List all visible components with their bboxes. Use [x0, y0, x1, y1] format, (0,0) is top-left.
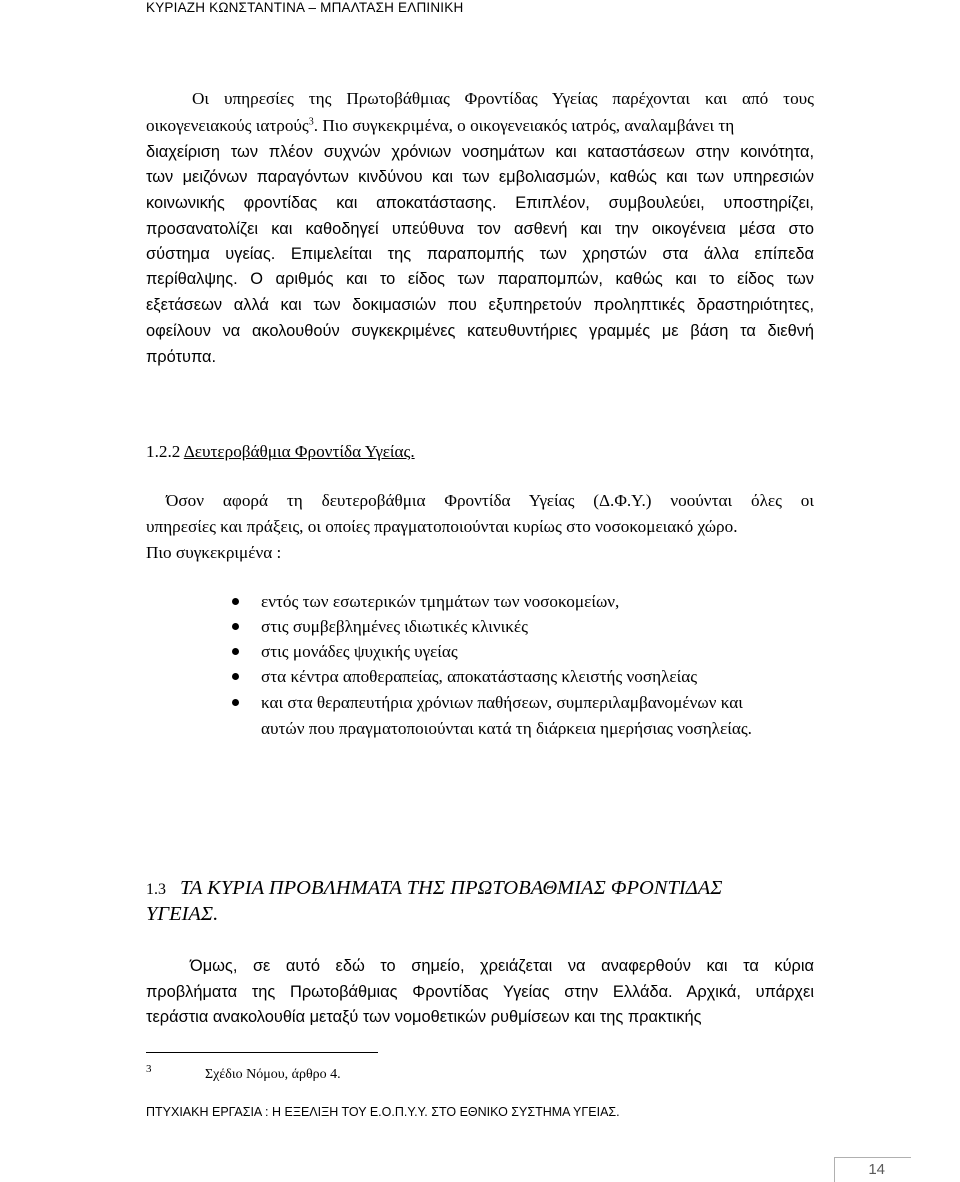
page-number: 14	[868, 1161, 885, 1178]
bullet-dot-icon	[232, 648, 239, 655]
list-item: στις συμβεβλημένες ιδιωτικές κλινικές	[261, 617, 528, 636]
section-number: 1.2.2	[146, 442, 184, 461]
text-span: οικογενειακούς ιατρούς	[146, 116, 309, 135]
bullet-dot-icon	[232, 673, 239, 680]
text-line: περίθαλψης. Ο αριθμός και το είδος των παραπομπών, καθώς και το είδος των	[146, 270, 814, 288]
section-heading-1-2-2	[146, 441, 415, 463]
text-line: υπηρεσίες και πράξεις, οι οποίες πραγματοποιούνται κυρίως στο νοσοκομειακό χώρο.	[146, 517, 738, 536]
text-line: οφείλουν να ακολουθούν συγκεκριμένες κατευθυντήριες γραμμές με βάση τα διεθνή	[146, 322, 814, 340]
section-title: Δευτεροβάθμια Φροντίδα Υγείας.	[183, 442, 415, 461]
list-item: και στα θεραπευτήρια χρόνιων παθήσεων, συμπεριλαμβανομένων και	[261, 693, 743, 712]
footnote-text: Σχέδιο Νόμου, άρθρο 4.	[205, 1067, 341, 1082]
footnote-number: 3	[146, 1063, 152, 1075]
text-line: διαχείριση των πλέον συχνών χρόνιων νοσημάτων και καταστάσεων στην κοινότητα,	[146, 143, 814, 161]
text-line: Όσον αφορά τη δευτεροβάθμια Φροντίδα Υγείας (Δ.Φ.Υ.) νοούνται όλες οι	[166, 491, 814, 510]
section-title: ΤΑ ΚΥΡΙΑ ΠΡΟΒΛΗΜΑΤΑ ΤΗΣ ΠΡΩΤΟΒΑΘΜΙΑΣ ΦΡΟΝΤΙΔΑΣ	[180, 877, 723, 899]
page-number-box	[834, 1157, 911, 1182]
bullet-dot-icon	[232, 598, 239, 605]
section-heading-line	[146, 877, 722, 901]
list-item: στα κέντρα αποθεραπείας, αποκατάστασης κλειστής νοσηλείας	[261, 667, 698, 686]
running-header-authors: ΚΥΡΙΑΖΗ ΚΩΝΣΤΑΝΤΙΝΑ – ΜΠΑΛΤΑΣΗ ΕΛΠΙΝΙΚΗ	[146, 0, 464, 15]
list-item: εντός των εσωτερικών τμημάτων των νοσοκομείων,	[261, 592, 620, 611]
text-line: κοινωνικής φροντίδας και αποκατάστασης. Επιπλέον, συμβουλεύει, υποστηρίζει,	[146, 194, 814, 212]
section-title-cont: ΥΓΕΙΑΣ.	[146, 903, 219, 925]
text-line: σύστημα υγείας. Επιμελείται της παραπομπής των χρηστών στα άλλα επίπεδα	[146, 245, 814, 263]
text-line: πρότυπα.	[146, 348, 217, 366]
text-line: των μειζόνων παραγόντων κινδύνου και των εμβολιασμών, καθώς και των υπηρεσιών	[146, 168, 814, 186]
text-line: προβλήματα της Πρωτοβάθμιας Φροντίδας Υγείας στην Ελλάδα. Αρχικά, υπάρχει	[146, 983, 814, 1001]
text-span: . Πιο συγκεκριμένα, ο οικογενειακός ιατρός, αναλαμβάνει τη	[313, 116, 735, 135]
text-line: εξετάσεων αλλά και των δοκιμασιών που εξυπηρετούν προληπτικές δραστηριότητες,	[146, 296, 814, 314]
bullet-dot-icon	[232, 623, 239, 630]
running-footer-title: ΠΤΥΧΙΑΚΗ ΕΡΓΑΣΙΑ : Η ΕΞΕΛΙΞΗ ΤΟΥ Ε.Ο.Π.Υ.Υ. ΣΤΟ ΕΘΝΙΚΟ ΣΥΣΤΗΜΑ ΥΓΕΙΑΣ.	[146, 1105, 620, 1119]
footnote-separator	[146, 1052, 378, 1053]
list-item-continuation: αυτών που πραγματοποιούνται κατά τη διάρκεια ημερήσιας νοσηλείας.	[261, 719, 752, 738]
text-line: Όμως, σε αυτό εδώ το σημείο, χρειάζεται να αναφερθούν και τα κύρια	[190, 957, 814, 975]
footnote-ref[interactable]: 3	[308, 116, 314, 128]
text-line: Οι υπηρεσίες της Πρωτοβάθμιας Φροντίδας Υγείας παρέχονται και από τους	[192, 89, 814, 108]
text-line: προσανατολίζει και καθοδηγεί υπεύθυνα τον ασθενή και την οικογένεια μέσα στο	[146, 220, 814, 238]
list-item: στις μονάδες ψυχικής υγείας	[261, 642, 458, 661]
text-line	[146, 115, 814, 137]
bullet-dot-icon	[232, 699, 239, 706]
text-line: Πιο συγκεκριμένα :	[146, 543, 282, 562]
text-line: τεράστια ανακολουθία μεταξύ των νομοθετικών ρυθμίσεων και της πρακτικής	[146, 1008, 702, 1026]
section-number: 1.3	[146, 881, 166, 898]
